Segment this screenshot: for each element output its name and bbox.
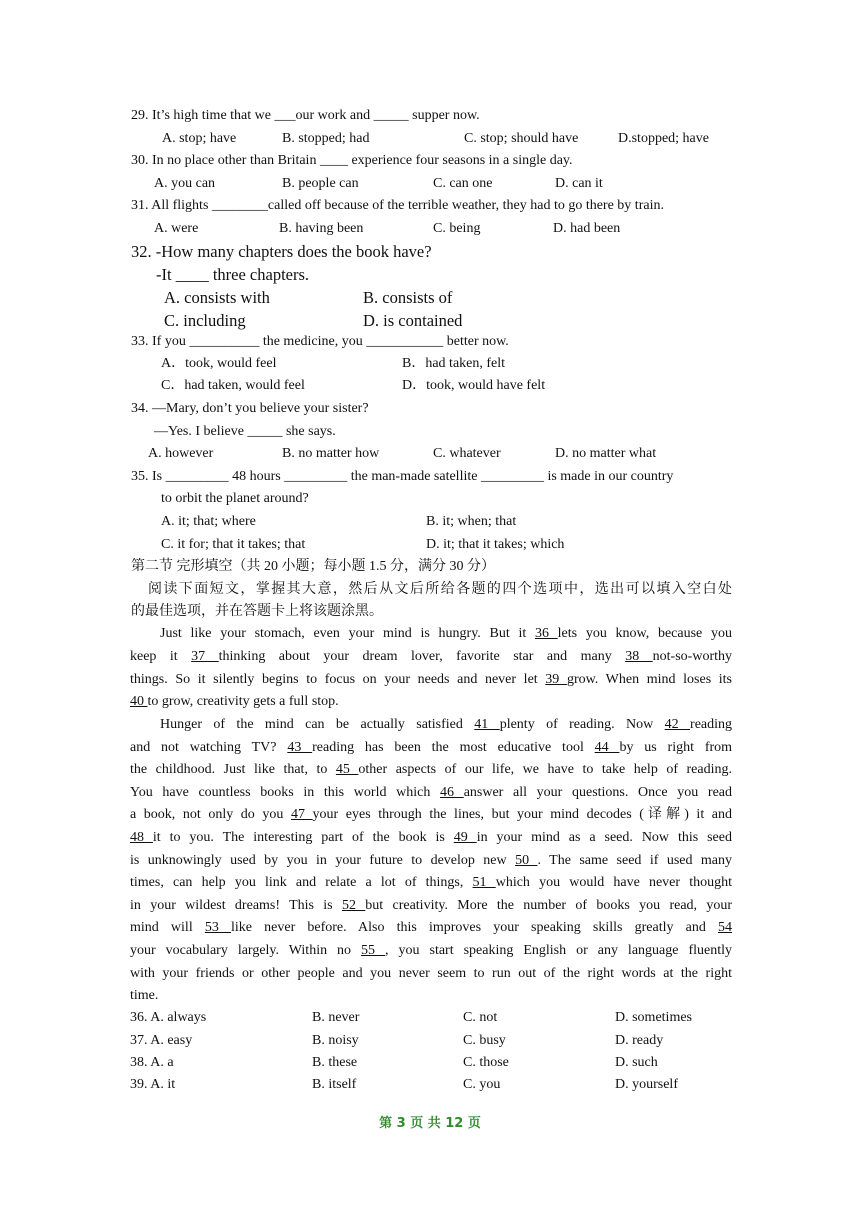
question-33-option: B．had taken, felt xyxy=(402,356,506,371)
passage-text: things. So it silently begins to focus on your needs and never let xyxy=(130,672,546,687)
passage-text: not-so-worthy xyxy=(652,649,732,664)
passage-text: in your wildest dreams! This is xyxy=(130,897,342,913)
passage-text: like never before. Also this improves your speaking skills greatly and xyxy=(231,920,719,936)
blank-number: 51 xyxy=(472,875,496,891)
blank-number: 42 xyxy=(664,717,691,732)
passage-line xyxy=(160,625,732,643)
question-30-option: D. can it xyxy=(555,176,603,191)
answer-option: B. these xyxy=(312,1055,358,1070)
blank-number: 43 xyxy=(287,739,313,755)
question-29-option: D.stopped; have xyxy=(618,131,709,146)
question-35-option: A. it; that; where xyxy=(161,514,256,529)
question-34-option: D. no matter what xyxy=(555,446,657,461)
passage-text: a book, not only do you xyxy=(130,807,291,823)
question-33-option: A．took, would feel xyxy=(161,356,277,371)
answer-option: D. such xyxy=(615,1055,658,1070)
answer-option: 37. A. easy xyxy=(130,1033,193,1048)
passage-text: in your mind as a seed. Now this seed xyxy=(476,830,732,845)
blank-number: 52 xyxy=(341,897,366,913)
question-29-option: B. stopped; had xyxy=(282,131,370,146)
question-34-option: C. whatever xyxy=(433,446,501,461)
passage-line xyxy=(130,648,732,666)
answer-option: 39. A. it xyxy=(130,1077,176,1092)
answer-option: D. ready xyxy=(615,1033,664,1048)
passage-text: reading xyxy=(690,717,733,732)
question-34-stem: 34. —Mary, don’t you believe your sister? xyxy=(131,401,369,416)
passage-text: it to you. The interesting part of the book is xyxy=(152,830,454,845)
blank-number: 47 xyxy=(290,807,313,823)
blank-number: 41 xyxy=(474,717,500,732)
question-32-option: A. consists with xyxy=(164,288,270,307)
passage-text: answer all your questions. Once you read xyxy=(463,784,733,800)
passage-text: thinking about your dream lover, favorite star and many xyxy=(218,649,626,664)
passage-line xyxy=(130,806,732,824)
passage-text: . The same seed if used many xyxy=(537,852,733,868)
blank-number: 44 xyxy=(594,739,620,755)
question-32-stem: -It ____ three chapters. xyxy=(156,265,310,284)
blank-number: 48 xyxy=(130,830,153,845)
passage-text: mind will xyxy=(130,920,205,936)
passage-text: but creativity. More the number of books you read, your xyxy=(365,897,733,913)
question-31-option: C. being xyxy=(433,221,481,236)
blank-number: 36 xyxy=(534,626,558,641)
passage-line xyxy=(130,761,732,779)
answer-option: C. not xyxy=(463,1010,498,1025)
question-29-option: A. stop; have xyxy=(162,131,237,146)
passage-text: your vocabulary largely. Within no xyxy=(130,943,362,958)
blank-number: 39 xyxy=(545,672,567,687)
answer-option: C. you xyxy=(463,1077,501,1092)
section-instruction: 的最佳选项，并在答题卡上将该题涂黑。 xyxy=(131,604,383,619)
blank-number: 50 xyxy=(515,852,538,868)
question-33-stem: 33. If you __________ the medicine, you ___________ better now. xyxy=(131,334,509,349)
question-30-option: B. people can xyxy=(282,176,359,191)
section-title: 第二节 完形填空（共 20 小题；每小题 1.5 分，满分 30 分） xyxy=(131,559,495,574)
passage-line: time. xyxy=(130,988,159,1003)
question-33-option: D．took, would have felt xyxy=(402,378,546,393)
passage-text: You have countless books in this world which xyxy=(130,784,441,800)
passage-text: lets you know, because you xyxy=(557,626,732,641)
passage-text: Just like your stomach, even your mind is hungry. But it xyxy=(160,626,535,641)
question-29-stem: 29. It’s high time that we ___our work and _____ supper now. xyxy=(131,108,480,123)
passage-text: by us right from xyxy=(619,739,733,755)
passage-text: reading has been the most educative tool xyxy=(312,739,595,755)
answer-option: C. busy xyxy=(463,1033,506,1048)
answer-option: B. never xyxy=(312,1010,360,1025)
passage-line xyxy=(130,784,732,802)
passage-text: Hunger of the mind can be actually satisfied xyxy=(160,717,475,732)
passage-text: the childhood. Just like that, to xyxy=(130,762,336,778)
question-34-stem: —Yes. I believe _____ she says. xyxy=(154,424,336,439)
answer-option: B. itself xyxy=(312,1077,357,1092)
answer-option: D. yourself xyxy=(615,1077,678,1092)
question-35-stem: 35. Is _________ 48 hours _________ the man-made satellite _________ is made in our country xyxy=(131,469,674,484)
passage-line xyxy=(160,716,732,734)
passage-line xyxy=(130,671,732,689)
passage-line xyxy=(130,829,732,847)
page-footer: 第 3 页 共 12 页 xyxy=(379,1116,481,1131)
passage-text: with your friends or other people and you never seem to run out of the right words at the right xyxy=(130,965,732,981)
passage-line xyxy=(130,874,732,892)
answer-option: C. those xyxy=(463,1055,509,1070)
answer-option: B. noisy xyxy=(312,1033,359,1048)
passage-text: times, can help you link and relate a lot of things, xyxy=(130,875,473,891)
passage-line xyxy=(130,852,732,870)
question-31-option: A. were xyxy=(154,221,199,236)
passage-text: , you start speaking English or any language fluently xyxy=(385,943,732,958)
question-32-option: D. is contained xyxy=(363,311,463,330)
blank-number: 53 xyxy=(204,920,232,936)
passage-text: plenty of reading. Now xyxy=(499,717,665,732)
passage-text: to grow, creativity gets a full stop. xyxy=(147,694,339,709)
passage-line xyxy=(130,693,339,711)
blank-number: 40 xyxy=(130,694,148,709)
passage-text: grow. When mind loses its xyxy=(566,672,732,687)
question-32-option: C. including xyxy=(164,311,246,330)
passage-line xyxy=(130,942,732,960)
passage-line xyxy=(130,965,732,983)
question-30-option: C. can one xyxy=(433,176,493,191)
blank-number: 38 xyxy=(625,649,653,664)
question-31-option: D. had been xyxy=(553,221,621,236)
section-instruction: 阅读下面短文，掌握其大意，然后从文后所给各题的四个选项中，选出可以填入空白处 xyxy=(148,582,732,597)
question-30-option: A. you can xyxy=(154,176,216,191)
blank-number: 54 xyxy=(718,920,733,936)
passage-text: your eyes through the lines, but your mind decodes (译解) it and xyxy=(312,807,733,823)
blank-number: 55 xyxy=(361,943,386,958)
answer-option: 38. A. a xyxy=(130,1055,174,1070)
passage-text: which you would have never thought xyxy=(495,875,732,891)
question-33-option: C．had taken, would feel xyxy=(161,378,305,393)
answer-option: D. sometimes xyxy=(615,1010,692,1025)
question-34-option: B. no matter how xyxy=(282,446,380,461)
answer-option: 36. A. always xyxy=(130,1010,207,1025)
question-32-option: B. consists of xyxy=(363,288,453,307)
question-35-option: D. it; that it takes; which xyxy=(426,537,565,552)
blank-number: 46 xyxy=(440,784,464,800)
question-30-stem: 30. In no place other than Britain ____ experience four seasons in a single day. xyxy=(131,153,573,168)
question-35-stem: to orbit the planet around? xyxy=(161,491,309,506)
question-34-option: A. however xyxy=(148,446,214,461)
passage-text: is unknowingly used by you in your future to develop new xyxy=(130,852,516,868)
passage-text: and not watching TV? xyxy=(130,739,288,755)
blank-number: 49 xyxy=(453,830,477,845)
passage-line xyxy=(130,919,732,937)
question-35-option: C. it for; that it takes; that xyxy=(161,537,306,552)
passage-text: other aspects of our life, we have to take help of reading. xyxy=(358,762,732,778)
blank-number: 45 xyxy=(335,762,359,778)
blank-number: 37 xyxy=(191,649,219,664)
passage-line xyxy=(130,739,732,757)
question-29-option: C. stop; should have xyxy=(464,131,579,146)
passage-line xyxy=(130,897,732,915)
question-32-stem: 32. -How many chapters does the book have? xyxy=(131,242,432,261)
question-31-option: B. having been xyxy=(279,221,364,236)
question-31-stem: 31. All flights ________called off because of the terrible weather, they had to go there by train. xyxy=(131,198,664,213)
question-35-option: B. it; when; that xyxy=(426,514,517,529)
passage-text: keep it xyxy=(130,649,192,664)
